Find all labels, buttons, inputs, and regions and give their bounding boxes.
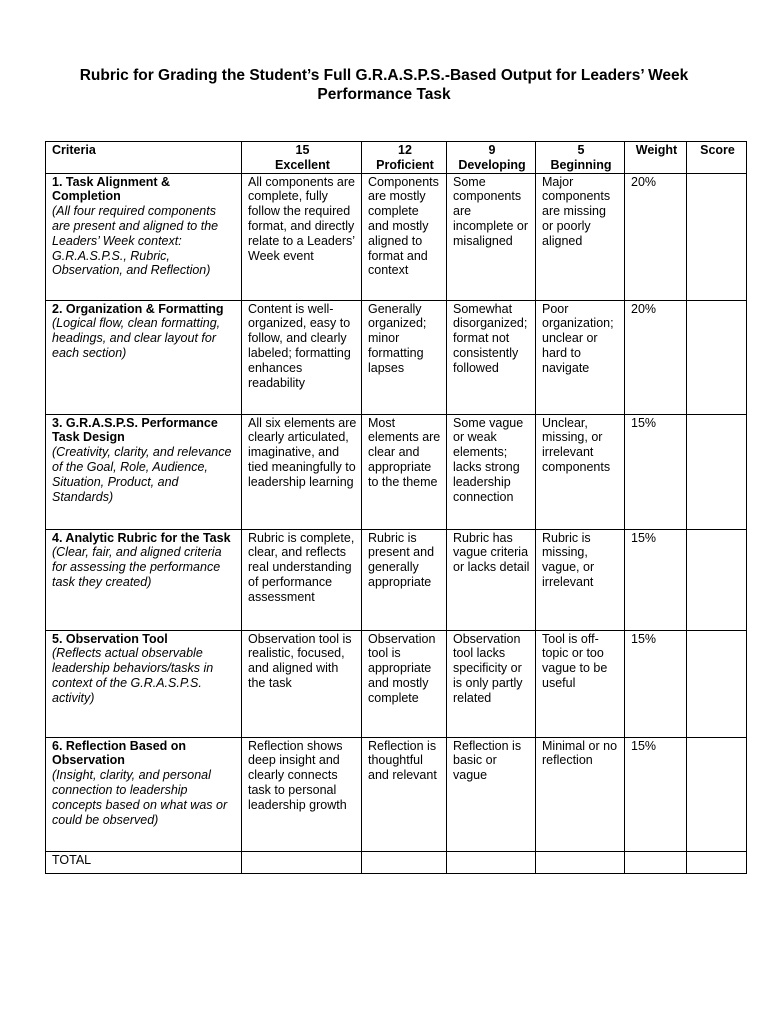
proficient-cell: Most elements are clear and appropriate to the theme	[362, 414, 447, 529]
score-header: Score	[687, 142, 747, 174]
criteria-description: (Logical flow, clean formatting, headings, and clear layout for each section)	[52, 316, 221, 360]
empty-cell	[625, 851, 687, 873]
table-row	[46, 737, 747, 851]
criteria-title: 6. Reflection Based on Observation	[52, 738, 187, 768]
level-label: Beginning	[550, 157, 612, 172]
level-label: Developing	[458, 157, 526, 172]
level-label: Excellent	[275, 157, 330, 172]
criteria-description: (Creativity, clarity, and relevance of the Goal, Role, Audience, Situation, Product, and Standards)	[52, 445, 232, 504]
criteria-cell	[46, 529, 242, 630]
score-cell[interactable]	[687, 630, 747, 737]
beginning-cell: Minimal or no reflection	[536, 737, 625, 851]
score-cell[interactable]	[687, 414, 747, 529]
table-row	[46, 300, 747, 414]
weight-cell: 15%	[625, 630, 687, 737]
criteria-header: Criteria	[46, 142, 242, 174]
score-cell[interactable]	[687, 173, 747, 300]
empty-cell	[536, 851, 625, 873]
criteria-cell	[46, 300, 242, 414]
score-cell[interactable]	[687, 529, 747, 630]
level-label: Proficient	[376, 157, 434, 172]
developing-cell: Rubric has vague criteria or lacks detail	[447, 529, 536, 630]
weight-cell: 20%	[625, 173, 687, 300]
developing-cell: Some components are incomplete or misaligned	[447, 173, 536, 300]
header-row	[46, 142, 747, 174]
criteria-title: 5. Observation Tool	[52, 631, 168, 646]
beginning-cell: Poor organization; unclear or hard to navigate	[536, 300, 625, 414]
weight-cell: 15%	[625, 529, 687, 630]
total-score-cell[interactable]	[687, 851, 747, 873]
score-cell[interactable]	[687, 737, 747, 851]
excellent-cell: All six elements are clearly articulated, imaginative, and tied meaningfully to leadership learning	[242, 414, 362, 529]
criteria-cell	[46, 414, 242, 529]
criteria-description: (All four required components are present and aligned to the Leaders’ Week context: G.R.A.S.P.S., Rubric, Observation, and Reflection)	[52, 204, 219, 278]
criteria-title: 1. Task Alignment & Completion	[52, 174, 171, 204]
level-header-proficient	[362, 142, 447, 174]
table-row	[46, 529, 747, 630]
excellent-cell: Content is well-organized, easy to follow, and clearly labeled; formatting enhances readability	[242, 300, 362, 414]
proficient-cell: Rubric is present and generally appropriate	[362, 529, 447, 630]
beginning-cell: Unclear, missing, or irrelevant components	[536, 414, 625, 529]
empty-cell	[362, 851, 447, 873]
developing-cell: Reflection is basic or vague	[447, 737, 536, 851]
level-header-excellent	[242, 142, 362, 174]
weight-header: Weight	[625, 142, 687, 174]
criteria-description: (Insight, clarity, and personal connection to leadership concepts based on what was or could be observed)	[52, 768, 228, 827]
empty-cell	[242, 851, 362, 873]
criteria-title: 4. Analytic Rubric for the Task	[52, 530, 231, 545]
table-row	[46, 630, 747, 737]
level-points: 15	[295, 143, 310, 157]
table-row	[46, 173, 747, 300]
beginning-cell: Rubric is missing, vague, or irrelevant	[536, 529, 625, 630]
level-header-developing	[447, 142, 536, 174]
empty-cell	[447, 851, 536, 873]
excellent-cell: Rubric is complete, clear, and reflects real understanding of performance assessment	[242, 529, 362, 630]
criteria-description: (Clear, fair, and aligned criteria for assessing the performance task they created)	[52, 545, 222, 589]
level-header-beginning	[536, 142, 625, 174]
table-row	[46, 414, 747, 529]
developing-cell: Somewhat disorganized; format not consistently followed	[447, 300, 536, 414]
criteria-description: (Reflects actual observable leadership behaviors/tasks in context of the G.R.A.S.P.S. activity)	[52, 646, 214, 705]
excellent-cell: Reflection shows deep insight and clearly connects task to personal leadership growth	[242, 737, 362, 851]
document-title: Rubric for Grading the Student’s Full G.R.A.S.P.S.-Based Output for Leaders’ Week Performance Task	[79, 67, 689, 103]
proficient-cell: Observation tool is appropriate and mostly complete	[362, 630, 447, 737]
beginning-cell: Tool is off-topic or too vague to be useful	[536, 630, 625, 737]
criteria-cell	[46, 173, 242, 300]
score-cell[interactable]	[687, 300, 747, 414]
level-points: 5	[577, 143, 585, 157]
proficient-cell: Components are mostly complete and mostly aligned to format and context	[362, 173, 447, 300]
weight-cell: 15%	[625, 414, 687, 529]
weight-cell: 20%	[625, 300, 687, 414]
criteria-title: 3. G.R.A.S.P.S. Performance Task Design	[52, 415, 218, 445]
proficient-cell: Reflection is thoughtful and relevant	[362, 737, 447, 851]
criteria-cell	[46, 737, 242, 851]
rubric-table	[45, 141, 747, 874]
criteria-cell	[46, 630, 242, 737]
excellent-cell: Observation tool is realistic, focused, and aligned with the task	[242, 630, 362, 737]
developing-cell: Observation tool lacks specificity or is only partly related	[447, 630, 536, 737]
weight-cell: 15%	[625, 737, 687, 851]
developing-cell: Some vague or weak elements; lacks strong leadership connection	[447, 414, 536, 529]
criteria-title: 2. Organization & Formatting	[52, 301, 224, 316]
total-row	[46, 851, 747, 873]
excellent-cell: All components are complete, fully follow the required format, and directly relate to a Leaders’ Week event	[242, 173, 362, 300]
total-label: TOTAL	[46, 851, 242, 873]
level-points: 9	[488, 143, 496, 157]
proficient-cell: Generally organized; minor formatting lapses	[362, 300, 447, 414]
level-points: 12	[398, 143, 412, 157]
beginning-cell: Major components are missing or poorly aligned	[536, 173, 625, 300]
